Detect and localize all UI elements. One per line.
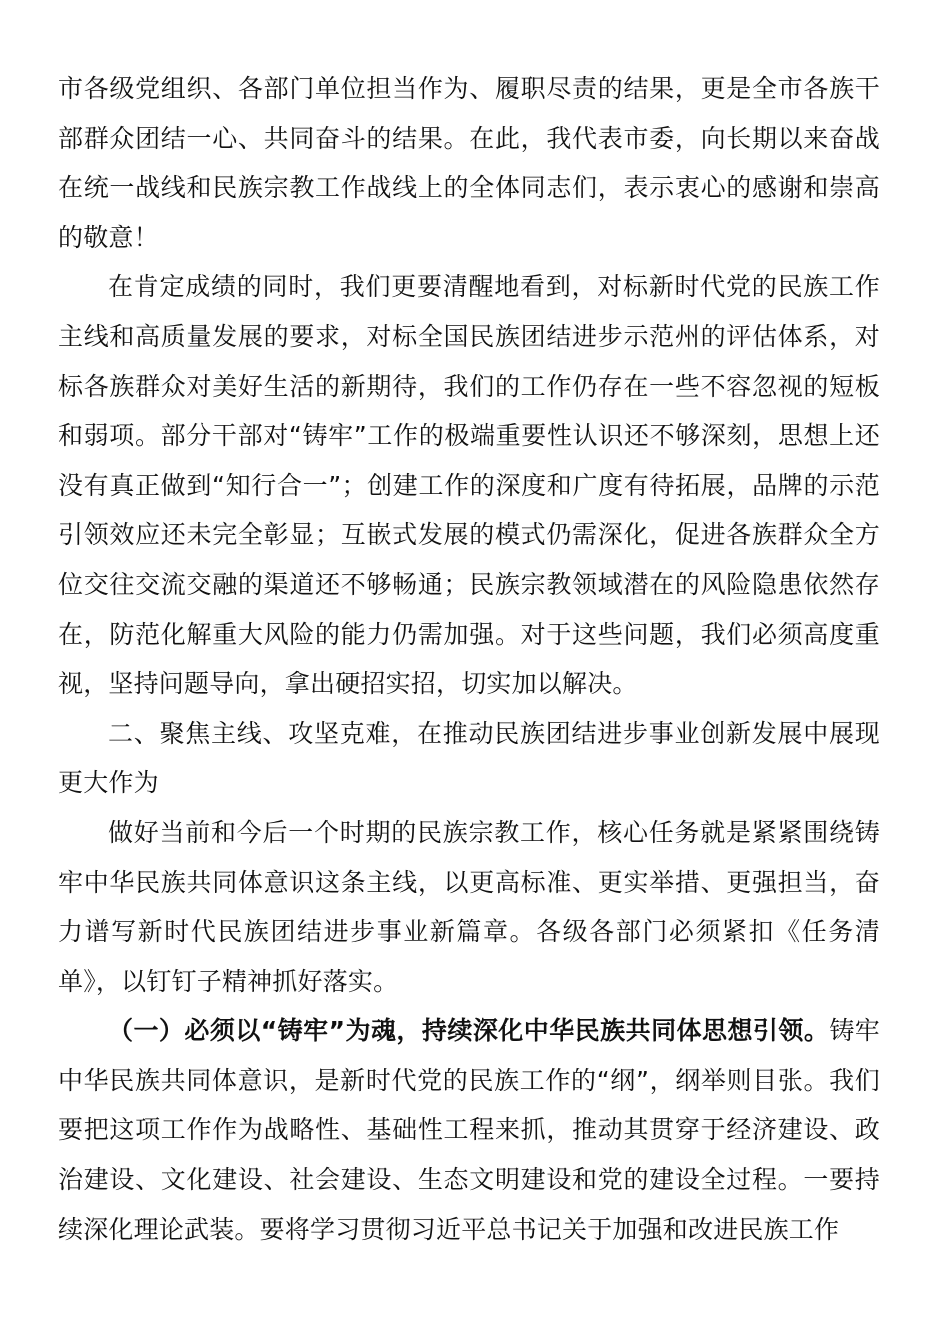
paragraph-4 [58, 1006, 880, 1254]
subheading-1: （一）必须以“铸牢”为魂，持续深化中华民族共同体思想引领。 [108, 1016, 830, 1046]
paragraph-2: 在肯定成绩的同时，我们更要清醒地看到，对标新时代党的民族工作主线和高质量发展的要求，对标全国民族团结进步示范州的评估体系，对标各族群众对美好生活的新期待，我们的工作仍存在一些不容忽视的短板和弱项。部分干部对“铸牢”工作的极端重要性认识还不够深刻，思想上还没有真正做到“知行合一”；创建工作的深度和广度有待拓展，品牌的示范引领效应还未完全彰显；互嵌式发展的模式仍需深化，促进各族群众全方位交往交流交融的渠道还不够畅通；民族宗教领域潜在的风险隐患依然存在，防范化解重大风险的能力仍需加强。对于这些问题，我们必须高度重视，坚持问题导向，拿出硬招实招，切实加以解决。 [58, 272, 880, 699]
section-heading-2: 二、聚焦主线、攻坚克难，在推动民族团结进步事业创新发展中展现更大作为 [58, 718, 880, 798]
document-body [58, 64, 880, 1254]
paragraph-1: 市各级党组织、各部门单位担当作为、履职尽责的结果，更是全市各族干部群众团结一心、共同奋斗的结果。在此，我代表市委，向长期以来奋战在统一战线和民族宗教工作战线上的全体同志们，表示衷心的感谢和崇高的敬意！ [58, 74, 880, 252]
paragraph-3: 做好当前和今后一个时期的民族宗教工作，核心任务就是紧紧围绕铸牢中华民族共同体意识这条主线，以更高标准、更实举措、更强担当，奋力谱写新时代民族团结进步事业新篇章。各级各部门必须紧扣《任务清单》，以钉钉子精神抓好落实。 [58, 817, 880, 996]
paragraph-4-body: 铸牢中华民族共同体意识，是新时代党的民族工作的“纲”，纲举则目张。我们要把这项工作作为战略性、基础性工程来抓，推动其贯穿于经济建设、政治建设、文化建设、社会建设、生态文明建设和党的建设全过程。一要持续深化理论武装。要将学习贯彻习近平总书记关于加强和改进民族工作 [58, 1016, 880, 1244]
